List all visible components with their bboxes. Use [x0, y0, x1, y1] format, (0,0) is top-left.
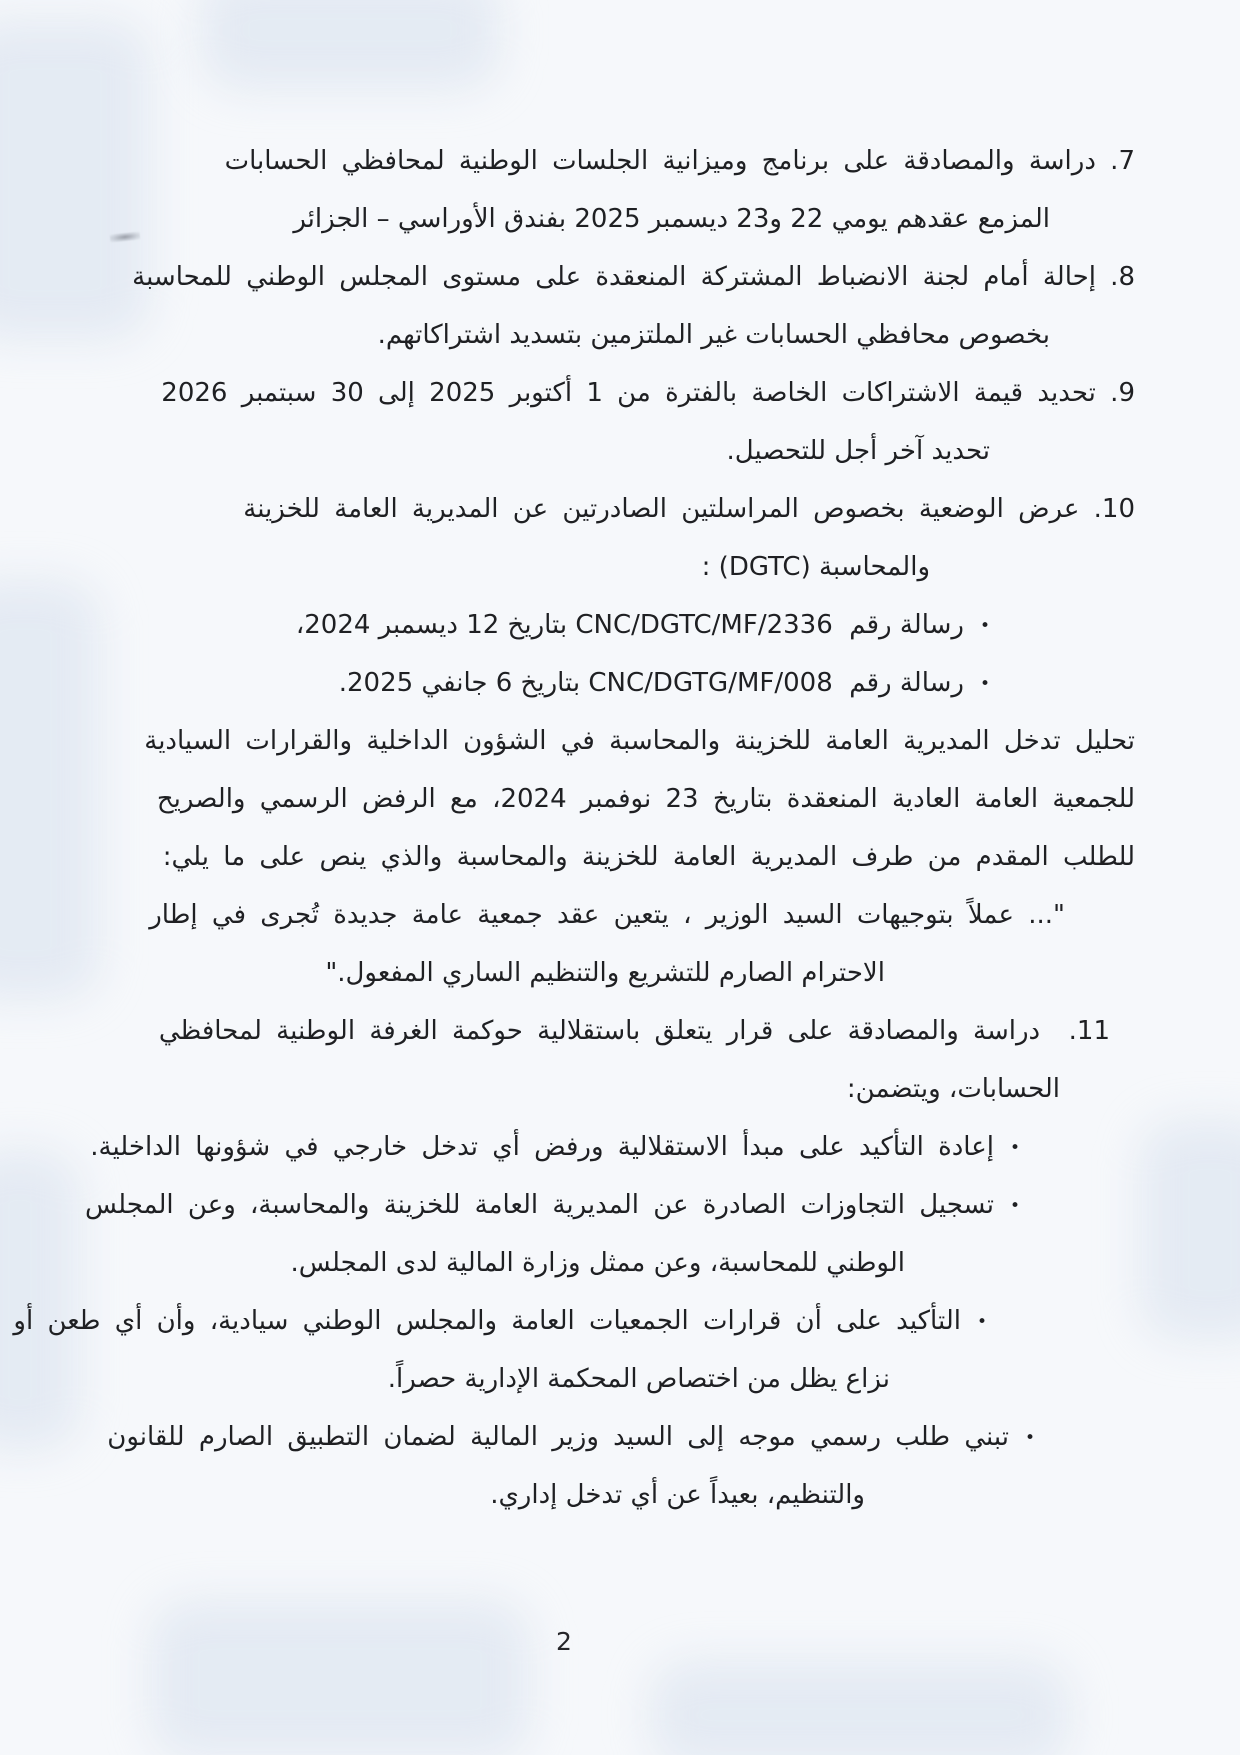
bullet-icon: •	[979, 674, 990, 694]
scan-artifact	[200, 0, 500, 90]
text-line: 8. إحالة أمام لجنة الانضباط المشتركة المنعقدة على مستوى المجلس الوطني للمحاسبة	[132, 262, 1135, 292]
bullet-icon: •	[1009, 1196, 1020, 1216]
text-line: 11. دراسة والمصادقة على قرار يتعلق باستقلالية حوكمة الغرفة الوطنية لمحافظي	[158, 1016, 1110, 1046]
text-line: والتنظيم، بعيداً عن أي تدخل إداري.	[490, 1480, 865, 1510]
bullet-icon: •	[1009, 1138, 1020, 1158]
text-line: تحديد آخر أجل للتحصيل.	[726, 436, 990, 466]
text-line: 9. تحديد قيمة الاشتراكات الخاصة بالفترة من 1 أكتوبر 2025 إلى 30 سبتمبر 2026	[161, 378, 1135, 408]
text-line: الحسابات، ويتضمن:	[846, 1074, 1060, 1104]
text-line: نزاع يظل من اختصاص المحكمة الإدارية حصراً.	[387, 1364, 890, 1394]
bullet-line: •تبني طلب رسمي موجه إلى السيد وزير المالية لضمان التطبيق الصارم للقانون	[105, 1408, 1135, 1466]
text-line: بخصوص محافظي الحسابات غير الملتزمين بتسديد اشتراكاتهم.	[377, 320, 1050, 350]
text-line: المزمع عقدهم يومي 22 و23 ديسمبر 2025 بفندق الأوراسي – الجزائر	[293, 204, 1050, 234]
text-line: الاحترام الصارم للتشريع والتنظيم الساري المفعول."	[325, 958, 885, 988]
bullet-icon: •	[976, 1312, 987, 1332]
page-number: 2	[556, 1627, 572, 1656]
text-line: الوطني للمحاسبة، وعن ممثل وزارة المالية لدى المجلس.	[290, 1248, 905, 1278]
text-line: للطلب المقدم من طرف المديرية العامة للخزينة والمحاسبة والذي ينص على ما يلي:	[162, 842, 1135, 872]
text-line: "... عملاً بتوجيهات السيد الوزير ، يتعين عقد جمعية عامة جديدة تُجرى في إطار	[149, 900, 1065, 930]
bullet-line: •رسالة رقم 2336/CNC/DGTC/MF بتاريخ 12 ديسمبر 2024،	[105, 596, 1135, 654]
bullet-icon: •	[979, 616, 990, 636]
text-line: 10. عرض الوضعية بخصوص المراسلتين الصادرتين عن المديرية العامة للخزينة	[243, 494, 1135, 524]
bullet-line: •تسجيل التجاوزات الصادرة عن المديرية العامة للخزينة والمحاسبة، وعن المجلس	[105, 1176, 1135, 1234]
scan-artifact	[150, 1600, 530, 1755]
bullet-line: •التأكيد على أن قرارات الجمعيات العامة والمجلس الوطني سيادية، وأن أي طعن أو	[105, 1292, 1135, 1350]
bullet-icon: •	[1024, 1428, 1035, 1448]
text-line: تحليل تدخل المديرية العامة للخزينة والمحاسبة في الشؤون الداخلية والقرارات السيادية	[144, 726, 1135, 756]
text-line: للجمعية العامة العادية المنعقدة بتاريخ 23 نوفمبر 2024، مع الرفض الرسمي والصريح	[156, 784, 1135, 814]
scan-artifact	[650, 1660, 1070, 1755]
bullet-line: •إعادة التأكيد على مبدأ الاستقلالية ورفض أي تدخل خارجي في شؤونها الداخلية.	[105, 1118, 1135, 1176]
bullet-line: •رسالة رقم 008/CNC/DGTG/MF بتاريخ 6 جانفي 2025.	[105, 654, 1135, 712]
text-line: 7. دراسة والمصادقة على برنامج وميزانية الجلسات الوطنية لمحافظي الحسابات	[224, 146, 1135, 176]
document-body	[0, 132, 1240, 1524]
text-line: والمحاسبة (DGTC) :	[701, 552, 930, 582]
